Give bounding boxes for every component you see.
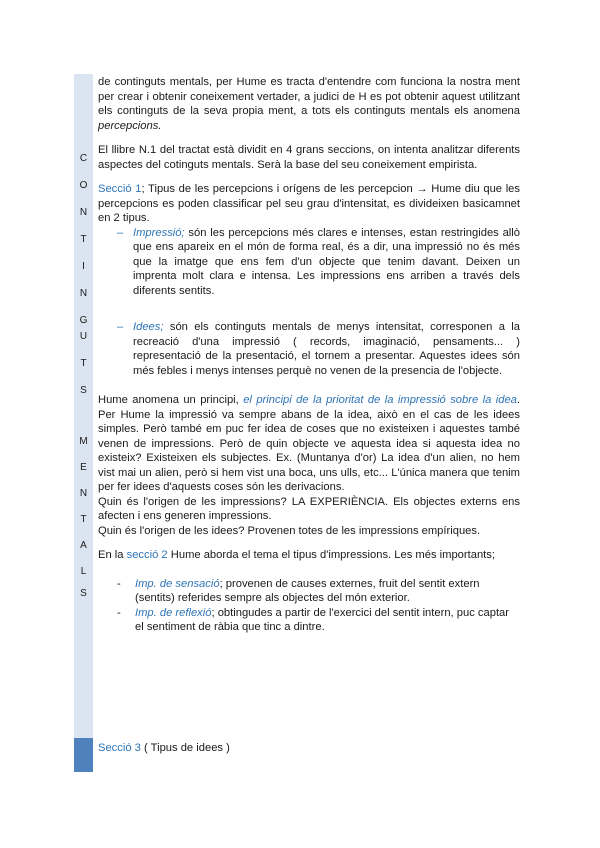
question-impressions: Quin és l'origen de les impressions? LA EXPERIÈNCIA. Els objectes externs ens afecten i ens generen impressions.	[98, 495, 520, 522]
document-body	[98, 75, 520, 754]
sidebar-letter: U	[79, 331, 88, 342]
section-2-heading: secció 2	[126, 549, 168, 561]
sidebar-letter: L	[80, 566, 87, 577]
principle-highlight: el principi de la prioritat de la impressió sobre la idea	[243, 394, 517, 406]
term-sensacio: Imp. de sensació	[135, 577, 220, 590]
italic-term: percepcions.	[98, 119, 162, 132]
sidebar-bar	[74, 74, 93, 772]
term-reflexio-label: Imp. de reflexió	[135, 606, 212, 619]
sidebar-letter: M	[79, 436, 88, 447]
sidebar-letter: N	[79, 207, 88, 218]
sidebar-letter: I	[82, 261, 85, 272]
bullet-dash: –	[117, 226, 124, 239]
sidebar-letter: S	[80, 385, 87, 396]
section-2-intro: En la secció 2 Hume aborda el tema el tipus d'impressions. Les més importants;	[98, 549, 495, 561]
term-impressio: Impressió;	[133, 226, 185, 239]
sidebar-letter: N	[79, 288, 88, 299]
list-item: - Imp. de reflexió; obtingudes a partir de l'exercici del sentit intern, puc captar el sentiment de ràbia que tinc a dintre.	[117, 606, 510, 633]
list-item: - Imp. de sensació; provenen de causes externes, fruit del sentit extern (sentits) referides sempre als objectes del món exterior.	[117, 577, 480, 604]
question-ideas: Quin és l'origen de les idees? Provenen totes de les impressions empíriques.	[98, 524, 481, 537]
bullet-dash: -	[117, 606, 121, 619]
paragraph: de continguts mentals, per Hume es tracta d'entendre com funciona la nostra ment per crear i obtenir coneixement vertader, a judici de H es pot obtenir aquest utilitzant els continguts de la seva propia ment, a tots els continguts mentals els anomena percepcions.	[98, 76, 520, 132]
section-3-heading: Secció 3	[98, 742, 141, 754]
paragraph: El llibre N.1 del tractat està dividit en 4 grans seccions, on intenta analitzar diferents aspectes del cotinguts mentals. Serà la base del seu coneixement empirista.	[98, 144, 520, 171]
section-1-intro: Secció 1; Tipus de les percepcions i orígens de les percepcion → Hume diu que les percepcions es poden classificar pel seu grau d'intensitat, es divideixen basicamnet en 2 tipus.	[98, 183, 520, 224]
sidebar-letter: C	[79, 153, 88, 164]
bullet-dash: –	[117, 321, 124, 333]
sidebar-letter: G	[79, 315, 88, 326]
sidebar-letter: N	[79, 488, 88, 499]
list-item: – Impressió; són les percepcions més clares e intenses, estan restringides allò que ens apareix en el món de forma real, és a dir, una impressió no és més que la imatge que ens fem d'un objecte que tenim davant. Deixen un imprenta molt clara e intensa. Les impressions ens arriben a través dels diferents sentits.	[117, 226, 520, 297]
term-idees: Idees;	[133, 321, 164, 333]
list-item: – Idees; són els continguts mentals de menys intensitat, corresponen a la recreació d'una impressió ( records, imaginació, pensaments... ) representació de la presentació, el tornem a presentar. Aquestes idees són més febles i menys intenses perquè no venen de la presencia de l'objecte.	[117, 321, 520, 377]
section-3-heading-line: Secció 3 ( Tipus de idees )	[98, 742, 230, 754]
sidebar-letter: T	[80, 234, 87, 245]
bullet-dash: -	[117, 577, 121, 590]
sidebar-letter: S	[80, 588, 87, 599]
sidebar-letter: T	[80, 358, 87, 369]
sidebar-letter: T	[80, 514, 87, 525]
sidebar-letter: E	[80, 462, 87, 473]
sidebar-letter: A	[80, 540, 87, 551]
paragraph: Hume anomena un principi, el principi de la prioritat de la impressió sobre la idea. Per Hume la impressió va sempre abans de la idea, això en el cas de les idees simples. Però també em puc fer idea de coses que no existeixen i aquestes també venen de impressions. Però de quin objecte ve aquesta idea si aquesta idea no existeix? Existeixen els subjectes. Ex. (Muntanya d'or) La idea d'un alien, no hem vist mai un alien, però si hem vist una boca, uns ulls, etc... L'única manera que tenim per fer idees d'aquests coses són les derivacions.	[98, 394, 520, 493]
sidebar-accent-block	[74, 738, 93, 772]
sidebar-letter: O	[79, 180, 88, 191]
section-1-heading: Secció 1	[98, 183, 142, 195]
